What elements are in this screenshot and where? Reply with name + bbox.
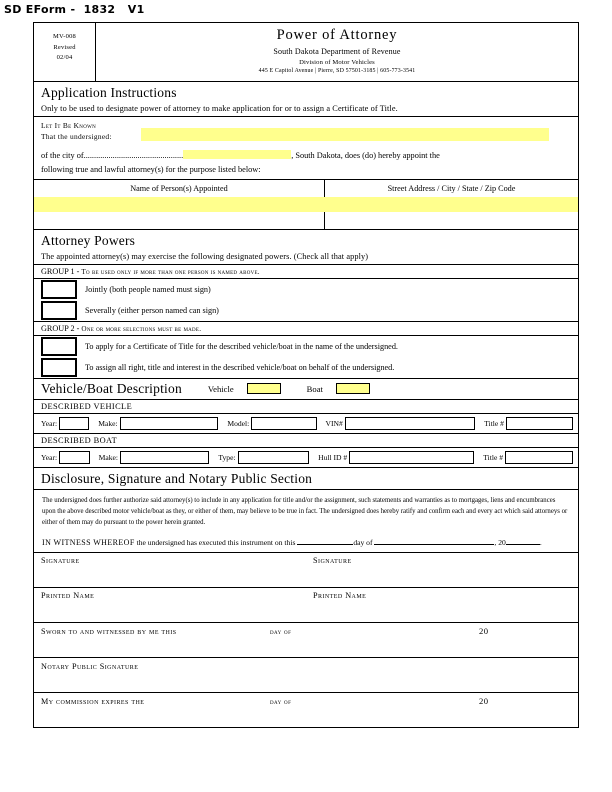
group1-option-0[interactable]: [34, 279, 578, 300]
vehicle-radio-label: Vehicle: [207, 383, 234, 394]
expires-label: My commission expires the: [41, 696, 145, 706]
form-revised-label: Revised: [53, 43, 76, 51]
city-line2-label: following true and lawful attorney(s) for the purpose listed below:: [41, 164, 261, 174]
printed-name-row: [34, 588, 578, 623]
vehicle-model-label: Model:: [227, 418, 250, 428]
disclosure-title: Disclosure, Signature and Notary Public Section: [34, 468, 578, 490]
signature-row: [34, 553, 578, 588]
group1-option-1[interactable]: [34, 300, 578, 322]
boat-checkbox[interactable]: [336, 383, 370, 394]
notary-signature-row[interactable]: [34, 658, 578, 693]
group2-option-0[interactable]: [34, 336, 578, 357]
vehicle-make-input[interactable]: [120, 417, 219, 430]
commission-expires-row: [34, 693, 578, 727]
let-it-be-known-line1: Let It Be Known: [41, 121, 97, 131]
sworn-day-label: day of: [270, 626, 292, 636]
let-it-be-known-label: [41, 120, 141, 142]
vehicle-boat-title-row: [34, 379, 578, 400]
city-suffix-label: , South Dakota, does (do) hereby appoint the: [291, 150, 440, 160]
group2-note: One or more selections must be made.: [81, 324, 202, 333]
vehicle-boat-title: Vehicle/Boat Description: [41, 380, 182, 396]
instructions-text: Only to be used to designate power of attorney to make application for or to assign a Certificate of Title.: [34, 103, 578, 117]
group1-note: To be used only if more than one person is named above.: [81, 267, 260, 276]
described-vehicle-label: DESCRIBED VEHICLE: [34, 400, 578, 414]
appointment-col2-header: Street Address / City / State / Zip Code: [387, 183, 516, 193]
that-the-undersigned-label: That the undersigned:: [41, 132, 112, 142]
boat-fields-row: [34, 448, 578, 468]
expires-day-label: day of: [270, 696, 292, 706]
boat-hull-input[interactable]: [349, 451, 474, 464]
boat-make-label: Make:: [98, 452, 119, 462]
group1-option-1-label: Severally (either person named can sign): [85, 305, 219, 315]
witness-prefix: IN WITNESS WHEREOF: [42, 537, 135, 547]
attorney-powers-title: Attorney Powers: [41, 232, 136, 248]
appointment-row2-col1[interactable]: [34, 212, 325, 229]
group1-option-0-label: Jointly (both people named must sign): [85, 284, 211, 294]
witness-day-input[interactable]: [297, 544, 353, 545]
vehicle-year-input[interactable]: [59, 417, 89, 430]
vehicle-vin-input[interactable]: [345, 417, 475, 430]
boat-type-label: Type:: [218, 452, 236, 462]
agency-name: South Dakota Department of Revenue: [273, 47, 401, 56]
sworn-year-label: 20: [479, 625, 489, 636]
sworn-row: [34, 623, 578, 658]
group2-option-1[interactable]: [34, 357, 578, 379]
form-header: [34, 23, 578, 82]
witness-year-prefix: , 20: [494, 537, 506, 547]
expires-year-label: 20: [479, 695, 489, 706]
witness-text: the undersigned has executed this instrument on this: [136, 537, 296, 547]
appointment-table-header: [34, 180, 578, 197]
appointment-row-1[interactable]: [34, 197, 578, 212]
group2-header: [34, 322, 578, 336]
form-number: MV-008: [53, 33, 76, 40]
witness-end: .: [539, 537, 542, 547]
eform-id-line: SD EForm - 1832 V1: [4, 3, 145, 16]
division-name: Division of Motor Vehicles: [299, 58, 375, 66]
vehicle-checkbox[interactable]: [247, 383, 281, 394]
instructions-title: Application Instructions: [41, 85, 177, 101]
sworn-label: Sworn to and witnessed by me this: [41, 626, 177, 636]
vehicle-model-input[interactable]: [251, 417, 316, 430]
checkbox-apply-title[interactable]: [41, 337, 77, 356]
group1-prefix: GROUP 1 -: [41, 266, 82, 276]
witness-month-input[interactable]: [374, 544, 494, 545]
form-revised-date: 02/04: [56, 54, 73, 62]
city-input[interactable]: [183, 150, 291, 159]
boat-year-label: Year:: [41, 452, 58, 462]
signature-left-field[interactable]: Signature: [41, 555, 80, 565]
form-document: [33, 22, 579, 728]
group2-prefix: GROUP 2 -: [41, 323, 82, 333]
city-line: [34, 143, 578, 180]
described-boat-label: DESCRIBED BOAT: [34, 434, 578, 448]
appointment-row-2[interactable]: [34, 212, 578, 230]
disclosure-paragraph: The undersigned does further authorize said attorney(s) to include in any application for title and/or the assignment, such statements and warranties as to mortgages, liens and encumbrances upon the above described motor vehicle/boat as they, or either of them, may believe to be true in fact. The undersigned does hereby ratify and confirm each and every act which said attorneys or either of them may do pursuant to the power herein granted.: [42, 496, 568, 526]
appointment-col1-header: Name of Person(s) Appointed: [34, 180, 325, 197]
witness-year-input[interactable]: [506, 544, 540, 545]
group2-option-0-label: To apply for a Certificate of Title for the described vehicle/boat in the name of the undersigned.: [85, 341, 398, 351]
attorney-powers-subtitle: The appointed attorney(s) may exercise the following designated powers. (Check all that apply): [34, 251, 578, 265]
boat-hull-label: Hull ID #: [318, 452, 348, 462]
vehicle-title-input[interactable]: [506, 417, 573, 430]
witness-day-label: day of: [353, 537, 373, 547]
boat-make-input[interactable]: [120, 451, 209, 464]
group2-option-1-label: To assign all right, title and interest in the described vehicle/boat on behalf of the undersigned.: [85, 362, 395, 372]
checkbox-severally[interactable]: [41, 301, 77, 320]
vehicle-fields-row: [34, 414, 578, 434]
notary-signature-label: Notary Public Signature: [41, 661, 139, 671]
group1-header: [34, 265, 578, 279]
vehicle-make-label: Make:: [98, 418, 118, 428]
checkbox-assign-interest[interactable]: [41, 358, 77, 377]
printed-name-left-field[interactable]: Printed Name: [41, 590, 95, 600]
form-title-box: [96, 23, 578, 81]
form-number-box: [34, 23, 96, 81]
boat-year-input[interactable]: [59, 451, 90, 464]
undersigned-input[interactable]: [141, 128, 549, 141]
witness-line: [34, 534, 578, 553]
appointment-row2-col2[interactable]: [325, 212, 578, 229]
agency-address: 445 E Capitol Avenue | Pierre, SD 57501-3185 | 605-773-3541: [258, 68, 416, 75]
city-dots: ................................................: [83, 150, 184, 160]
boat-type-input[interactable]: [238, 451, 310, 464]
printed-name-right-field[interactable]: Printed Name: [313, 590, 367, 600]
checkbox-jointly[interactable]: [41, 280, 77, 299]
boat-title-input[interactable]: [505, 451, 573, 464]
vehicle-year-label: Year:: [41, 418, 58, 428]
signature-right-field[interactable]: Signature: [313, 555, 352, 565]
city-prefix-label: of the city of: [41, 150, 84, 160]
vehicle-title-label: Title #: [484, 418, 504, 428]
vehicle-vin-label: VIN#: [325, 418, 343, 428]
page-title: Power of Attorney: [276, 27, 398, 43]
undersigned-row: [34, 117, 578, 142]
boat-title-label: Title #: [483, 452, 504, 462]
boat-radio-label: Boat: [306, 383, 323, 394]
